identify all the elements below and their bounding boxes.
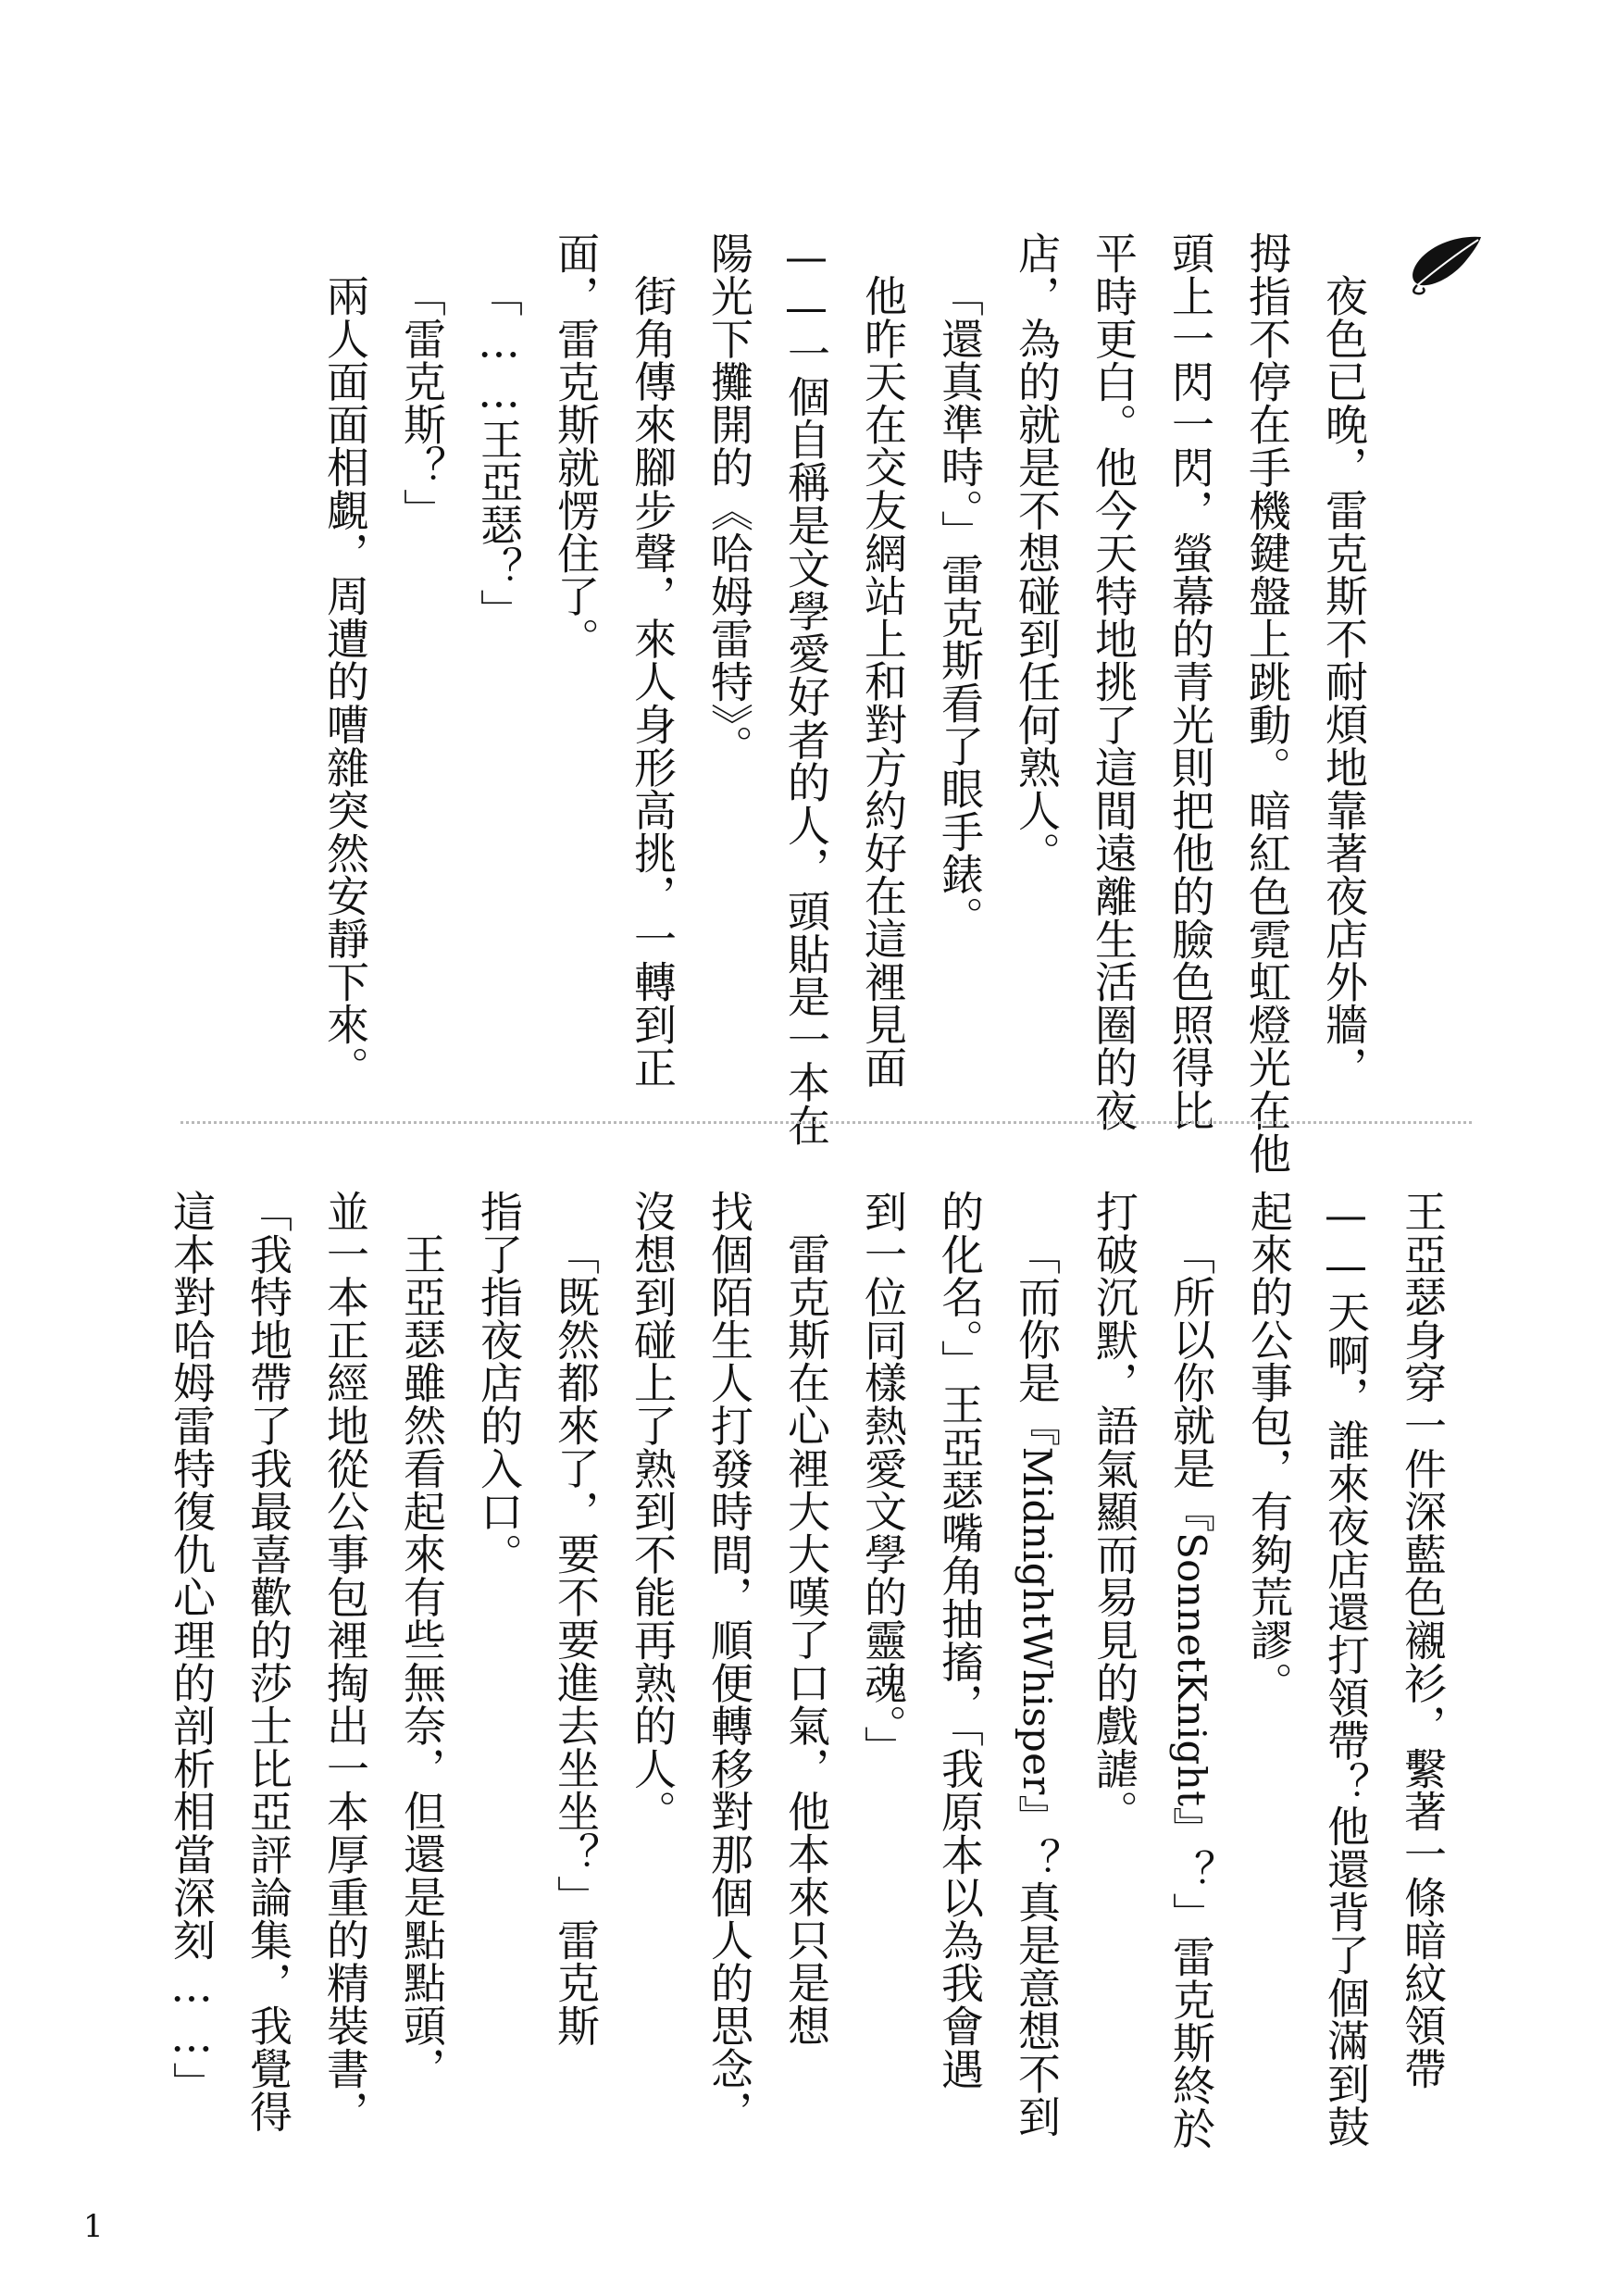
bottom-line: 王亞瑟身穿一件深藍色襯衫，繫著一條暗紋領帶 [1398, 1190, 1448, 2090]
top-line: ——一個自稱是文學愛好者的人，頭貼是一本在 [781, 231, 831, 1147]
top-line: 陽光下攤開的《哈姆雷特》。 [704, 231, 754, 767]
top-line: 夜色已晚，雷克斯不耐煩地靠著夜店外牆， [1319, 274, 1369, 1089]
bottom-line: 「既然都來了，要不要進去坐坐？」雷克斯 [551, 1232, 601, 2047]
bottom-line: 「我特地帶了我最喜歡的莎士比亞評論集，我覺得 [243, 1190, 293, 2133]
bottom-text-column-block [128, 1190, 1461, 2150]
top-line: 面，雷克斯就愣住了。 [551, 231, 601, 660]
line-text-before: 「而你是『 [1012, 1232, 1062, 1447]
top-line: 「雷克斯？」 [397, 274, 447, 531]
bottom-line: 這本對哈姆雷特復仇心理的剖析相當深刻……」 [167, 1190, 217, 2105]
bottom-line: 起來的公事包，有夠荒謬。 [1244, 1190, 1294, 1704]
latin-handle: SonnetKnight [1169, 1532, 1214, 1807]
line-text-before: 「所以你就是『 [1166, 1232, 1216, 1533]
bottom-line: 指了指夜店的入口。 [474, 1190, 524, 1576]
top-line: 「還真準時。」雷克斯看了眼手錶。 [935, 274, 985, 939]
top-line: 店，為的就是不想碰到任何熟人。 [1012, 231, 1062, 875]
bottom-line [1152, 1190, 1230, 2150]
bottom-line [998, 1190, 1076, 2139]
top-line: 街角傳來腳步聲，來人身形高挑，一轉到正 [628, 274, 678, 1089]
bottom-line: 雷克斯在心裡大大嘆了口氣，他本來只是想 [781, 1232, 831, 2047]
bottom-line: 到一位同樣熱愛文學的靈魂。」 [858, 1190, 908, 1769]
bottom-line: 找個陌生人打發時間，順便轉移對那個人的思念， [704, 1190, 754, 2133]
top-text-column-block [49, 231, 1382, 1175]
top-line: 拇指不停在手機鍵盤上跳動。暗紅色霓虹燈光在他 [1242, 231, 1292, 1175]
top-line: 平時更白。他今天特地挑了這間遠離生活圈的夜 [1089, 231, 1139, 1132]
latin-handle: MidnightWhisper [1014, 1446, 1060, 1795]
top-line: 「……王亞瑟？」 [474, 274, 524, 632]
line-text-after: 』？」雷克斯終於 [1166, 1806, 1216, 2150]
bottom-line: 沒想到碰上了熟到不能再熟的人。 [628, 1190, 678, 1833]
quill-feather-icon [1402, 231, 1486, 296]
bottom-line: 的化名。」王亞瑟嘴角抽搐，「我原本以為我會遇 [935, 1190, 985, 2090]
bottom-line: 並一本正經地從公事包裡掏出一本厚重的精裝書， [320, 1190, 370, 2133]
page-number: 1 [83, 2208, 104, 2245]
bottom-line: ——天啊，誰來夜店還打領帶？他還背了個滿到鼓 [1321, 1190, 1371, 2148]
top-line: 兩人面面相覷，周遭的嘈雜突然安靜下來。 [320, 274, 370, 1089]
section-divider [180, 1121, 1472, 1124]
bottom-line: 王亞瑟雖然看起來有些無奈，但還是點點頭， [397, 1232, 447, 2090]
top-line: 他昨天在交友網站上和對方約好在這裡見面 [858, 274, 908, 1089]
bottom-line: 打破沉默，語氣顯而易見的戲謔。 [1089, 1190, 1139, 1833]
line-text-after: 』？真是意想不到 [1012, 1794, 1062, 2139]
top-line: 頭上一閃一閃，螢幕的青光則把他的臉色照得比 [1165, 231, 1215, 1132]
